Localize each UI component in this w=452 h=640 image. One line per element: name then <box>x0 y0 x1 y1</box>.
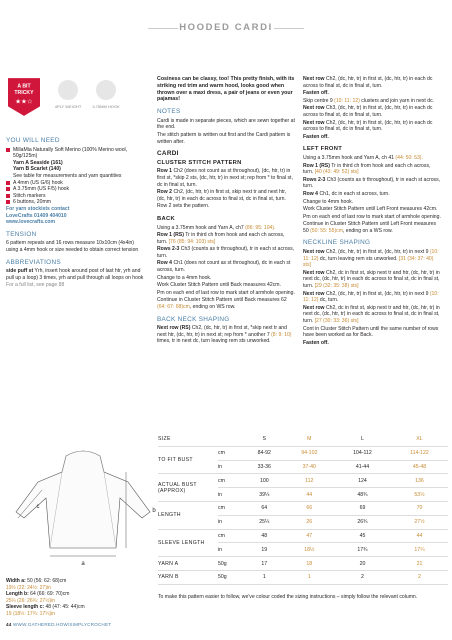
back-change-hook: Change to a 4mm hook. <box>157 274 212 281</box>
cardi-heading: CARDI <box>157 150 179 158</box>
badge-stars: ★★☆ <box>15 97 33 106</box>
page-title: HOODED CARDI <box>179 22 273 33</box>
table-row: in 33-36 37-40 41-44 45-48 <box>158 460 448 474</box>
measurements-block <box>6 578 156 618</box>
back-work: Work Cluster Stitch Pattern until Back measures 42cm. <box>157 282 281 289</box>
back-row-4: Row 4 Ch1 (does not count as st throughout), dc in each st across, turn. <box>157 260 291 274</box>
stockists-link[interactable]: www.lovecrafts.com <box>6 219 56 226</box>
cluster-stitch-heading: CLUSTER STITCH PATTERN <box>157 159 242 166</box>
measurement-length: Length b: 64 (66: 69: 70)cm <box>6 591 70 598</box>
bullet-icon <box>6 148 10 152</box>
neckline-heading: NECKLINE SHAPING <box>303 239 371 247</box>
neck-next-row-1: Next row Ch2, (dc, htr, tr) in first st, (dc, htr, tr) in each dc across to final st, dc in final st, turn. <box>303 76 433 89</box>
intro-text: Cosiness can be classy, too! This pretty finish, with its striking red trim and warm hood, looks good when thrown over a maxi dress, a pair of jeans or even your pajamas! <box>157 76 295 103</box>
lf-pm: Pm on each end of last row to mark start of armhole opening. <box>303 213 441 220</box>
column-middle <box>157 76 295 346</box>
back-row-1: Row 1 (RS) Tr in third ch from hook and each ch across, turn. [76 (85: 94: 103) sts] <box>157 232 285 245</box>
badge-row <box>6 76 144 132</box>
hook-size-label: 3.75MM HOOK <box>92 104 120 109</box>
back-start: Using a 3.75mm hook and Yarn A, ch7 (86: 95: 104). <box>157 224 276 231</box>
notes-heading: NOTES <box>157 108 181 116</box>
neck-next-row-2: Next row Ch3, (dc, htr, tr) in first st, (dc, htr, tr) in each dc across to final st, dc in final st, turn. <box>303 105 433 118</box>
left-front-heading: LEFT FRONT <box>303 146 343 153</box>
size-s: S <box>244 433 285 446</box>
table-row: ACTUAL BUST (APPROX) cm 100 112 124 136 <box>158 474 448 488</box>
abbreviation-more: For a full list, see page 88 <box>6 282 65 289</box>
dimension-label-b: b <box>152 508 156 514</box>
table-row: SLEEVE LENGTH cm 48 47 45 44 <box>158 529 448 543</box>
need-item: A 4mm (US G/6) hook <box>6 180 144 187</box>
size-m: M <box>285 433 334 446</box>
size-l: L <box>334 433 391 446</box>
row-label: YARN B <box>158 570 218 584</box>
badge-line2: TRICKY <box>14 90 34 97</box>
stockists-line-2: LoveCrafts 01409 404010 <box>6 212 67 219</box>
neckline-row-3: Next row Ch2, (dc, htr, tr) in first st, (dc, htr, tr) in next 9 (10: 11: 12) dc, turn. <box>303 290 439 304</box>
row-label: TO FIT BUST <box>158 446 218 474</box>
column-left <box>6 76 144 290</box>
table-row: LENGTH cm 64 66 69 70 <box>158 501 448 515</box>
yarn-weight-icon <box>58 80 78 100</box>
back-neck-heading: BACK NECK SHAPING <box>157 315 230 323</box>
size-header: SIZE <box>158 433 218 446</box>
lf-row-1: Row 1 (RS) Tr in third ch from hook and each ch across, turn. [40 (43: 49: 52) sts] <box>303 162 431 176</box>
yarn-a-line: Yarn A Seaside (161) <box>13 159 63 166</box>
neckline-continue: Cont in Cluster Stitch Pattern until the same number of rows have been worked as for Back. <box>303 325 439 339</box>
table-row <box>158 433 448 446</box>
need-item: MillaMia Naturally Soft Merino (100% Merino wool, 50g/125m) <box>6 147 144 160</box>
row-label: SLEEVE LENGTH <box>158 529 218 557</box>
back-neck-row: Next row (RS) Ch2, (dc, htr, tr) in first st, *skip next tr and next htr, (dc, htr, tr) in next st; rep from * another 7 (8: 9: 10) times, tr in next dc, turn leaving rem sts unworked. <box>157 325 292 345</box>
row-label: ACTUAL BUST (APPROX) <box>158 474 218 502</box>
table-row: in 39¼ 44 48¾ 53½ <box>158 488 448 502</box>
back-continue: Continue in Cluster Stitch Pattern until Back measures 62 (64: 67: 68)cm, ending on WS row. <box>157 297 287 311</box>
dimension-label-a: a <box>81 561 85 567</box>
need-item: 6 buttons, 20mm <box>6 199 144 206</box>
neckline-row-4: Next row Ch2, dc in first st, skip next tr and htr, (dc, htr, tr) in next dc, (dc, htr, tr) in each dc across to final st, dc in final st, turn. [27 (30: 33: 36) sts] <box>303 304 440 324</box>
lf-continue: Continue in Cluster Stitch Pattern until Left Front measures 50 (50: 55: 55)cm, ending on a WS row. <box>303 221 437 234</box>
hook-size-icon <box>96 80 116 100</box>
size-table <box>158 433 448 585</box>
dimension-label-c: c <box>36 504 40 510</box>
lf-start: Using a 3.75mm hook and Yarn A, ch 41 (44: 50: 53). <box>303 154 423 161</box>
tension-text: 6 pattern repeats and 16 rows measure 10x10cm (4x4in) using a 4mm hook or size needed to obtain correct tension <box>6 240 139 253</box>
table-row: in 25¼ 26 26¾ 27½ <box>158 515 448 529</box>
measurement-sleeve: Sleeve length c: 48 (47: 45: 44)cm <box>6 604 85 611</box>
row-label: LENGTH <box>158 501 218 529</box>
table-row: in 19 18½ 17¾ 17¼ <box>158 543 448 557</box>
cardigan-diagram <box>8 448 158 568</box>
lf-change: Change to 4mm hook. <box>303 198 354 205</box>
need-item: A 3.75mm (US F/5) hook <box>6 186 144 193</box>
notes-2: The stitch pattern is written out first and the Cardi pattern is written after. <box>157 131 291 145</box>
row-label: YARN A <box>158 557 218 571</box>
yarn-note: See table for measurements and yarn quantities <box>13 172 122 179</box>
bullet-icon <box>6 187 10 191</box>
badge-line1: A BIT <box>17 83 31 90</box>
page-header <box>0 0 452 44</box>
column-right <box>303 76 441 347</box>
csp-row-2: Row 2 Ch2, (dc, htr, tr) in first st, skip next tr and next htr, (dc, htr, tr) in each dc across to final st, dc in final st, turn. <box>157 189 287 202</box>
page-footer <box>6 622 111 627</box>
sizing-note: To make this pattern easier to follow, we've colour coded the sizing instructions – simply follow the relevant column. <box>158 594 418 600</box>
measurement-width-in: 19½ (22: 24½: 27)in <box>6 584 51 591</box>
csp-row-2-sets: Row 2 sets the pattern. <box>157 203 210 210</box>
abbreviation-entry: side puff st Yrh, insert hook around post of last htr, yrh and pull up a loop) 3 times, yrh and pull through all loops on hook <box>6 268 144 281</box>
table-row: YARN B 50g 1 1 2 2 <box>158 570 448 584</box>
you-will-need-heading: YOU WILL NEED <box>6 137 60 144</box>
table-row: YARN A 50g 17 18 20 21 <box>158 557 448 571</box>
back-rows-2-3: Rows 2-3 Ch3 (counts as tr throughout), tr in each st across, turn. <box>157 246 295 259</box>
notes-1: Cardi is made in separate pieces, which are sewn together at the end. <box>157 117 295 131</box>
skip-centre: Skip centre 9 (10: 11: 12) clusters and join yarn in next dc. <box>303 97 435 104</box>
fasten-off-2: Fasten off. <box>303 133 329 140</box>
cardigan-outline <box>16 451 150 548</box>
tension-heading: TENSION <box>6 230 37 238</box>
measurement-width: Width a: 50 (56: 62: 68)cm <box>6 578 67 584</box>
yarn-weight-label: 4PLY WEIGHT <box>54 104 82 109</box>
neckline-row-1: Next row Ch2, (dc, htr, tr) in first st, (dc, htr, tr) in next 9 (10: 11: 12) dc, turn leaving rem sts unworked. [31 (34: 37: 40) sts] <box>303 249 439 269</box>
back-heading: BACK <box>157 215 175 222</box>
lf-rows-2-3: Rows 2-3 Ch3 (counts as tr throughout), tr in each st across, turn. <box>303 176 441 190</box>
need-item: Stitch markers <box>6 193 144 200</box>
lf-work: Work Cluster Stitch Pattern until Left Front measures 42cm. <box>303 206 438 213</box>
page-number: 44 <box>6 622 12 627</box>
stockists-line-1: For yarn stockists contact <box>6 205 70 212</box>
fasten-off-1: Fasten off. <box>303 90 329 97</box>
difficulty-badge-icon <box>8 78 40 116</box>
footer-url[interactable]: WWW.GATHERED.HOW/SIMPLYCROCHET <box>13 622 112 627</box>
lf-row-4: Row 4 Ch1, dc in each st across, turn. <box>303 190 390 197</box>
fasten-off-3: Fasten off. <box>303 339 329 346</box>
neck-next-row-3: Next row Ch2, (dc, htr, tr) in first st, (dc, htr, tr) in each dc across to final st, dc in final st, turn. <box>303 119 433 133</box>
neckline-row-2: Next row Ch2, dc in first st, skip next tr and htr, (dc, htr, tr) in next dc, (dc, htr, tr) in each dc across to final st, dc in final st, turn. [29 (32: 35: 38) sts] <box>303 269 440 290</box>
back-pm: Pm on each end of last row to mark start of armhole opening. <box>157 289 295 296</box>
bullet-icon <box>6 181 10 185</box>
size-xl: XL <box>391 433 448 446</box>
table-row: TO FIT BUST cm 84-92 94-102 104-112 114-122 <box>158 446 448 460</box>
abbreviations-heading: ABBREVIATIONS <box>6 258 61 266</box>
measurement-sleeve-in: 19 (18½: 17¾: 17¼)in <box>6 610 55 617</box>
yarn-b-line: Yarn B Scarlet (140) <box>13 166 61 173</box>
header-rule-right <box>274 28 304 29</box>
measurement-length-in: 25¼ (26: 26¾: 27½)in <box>6 597 55 604</box>
csp-row-1: Row 1 Ch2 (does not count as st throughout), (dc, htr, tr) in first st, *skip 2 sts, (dc, htr, tr) in next st; rep from * to final st, dc in final st, turn. <box>157 168 293 188</box>
bullet-icon <box>6 200 10 204</box>
bullet-icon <box>6 194 10 198</box>
